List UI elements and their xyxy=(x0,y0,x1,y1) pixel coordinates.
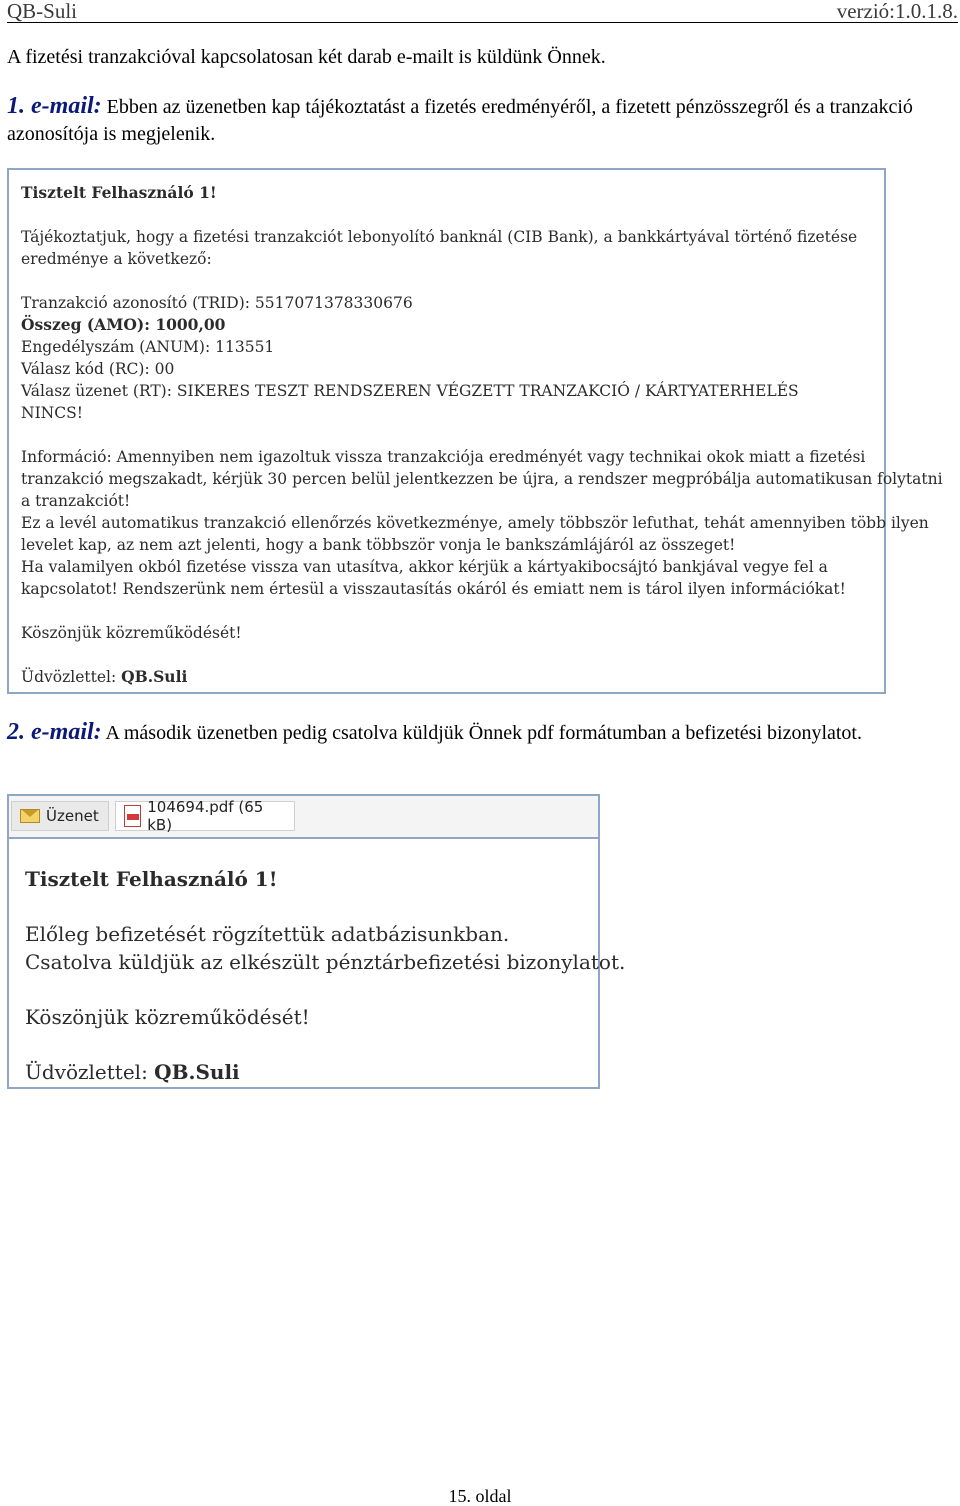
email2-line: Előleg befizetését rögzítettük adatbázisunkban. xyxy=(25,922,510,946)
response-code: Válasz kód (RC): 00 xyxy=(21,360,175,378)
version-label: verzió:1.0.1.8. xyxy=(836,0,958,23)
info-text: a tranzakciót! xyxy=(21,492,131,510)
regards-line xyxy=(25,1059,625,1087)
email1-lead: 1. e-mail: xyxy=(7,93,102,119)
email2-line: Csatolva küldjük az elkészült pénztárbefizetési bizonylatot. xyxy=(25,949,626,974)
intro-text: A fizetési tranzakcióval kapcsolatosan két darab e-mailt is küldünk Önnek. xyxy=(7,46,606,68)
page-header xyxy=(7,0,958,23)
email-tabs xyxy=(9,796,598,839)
email2-body xyxy=(25,866,625,1086)
app-name: QB-Suli xyxy=(7,0,78,23)
tab-message[interactable] xyxy=(11,801,109,831)
email1-greeting: Tisztelt Felhasználó 1! xyxy=(21,183,217,202)
email1-screenshot xyxy=(7,168,943,694)
info-text: Információ: Amennyiben nem igazoltuk vissza tranzakciója eredményét vagy technikai okok miatt a fizetési xyxy=(21,448,866,466)
regards-line xyxy=(21,666,872,688)
amount: Összeg (AMO): 1000,00 xyxy=(21,315,226,334)
email2-description xyxy=(7,719,955,747)
email1-line: eredménye a következő: xyxy=(21,250,212,268)
pdf-file-icon xyxy=(124,805,141,827)
email2-greeting: Tisztelt Felhasználó 1! xyxy=(25,867,278,891)
transaction-id: Tranzakció azonosító (TRID): 5517071378330676 xyxy=(21,294,413,312)
email2-lead: 2. e-mail: xyxy=(7,719,102,745)
response-message: NINCS! xyxy=(21,404,83,422)
tab-message-label: Üzenet xyxy=(46,807,99,825)
response-message: Válasz üzenet (RT): SIKERES TESZT RENDSZEREN VÉGZETT TRANZAKCIÓ / KÁRTYATERHELÉS xyxy=(21,382,799,400)
tab-attachment-label: 104694.pdf (65 kB) xyxy=(147,798,264,834)
refusal-text: Ha valamilyen okból fizetése vissza van utasítva, akkor kérjük a kártyakibocsájtó bankjával vegye fel a xyxy=(21,558,828,576)
page-number: 15. oldal xyxy=(448,1486,512,1506)
email2-text: A második üzenetben pedig csatolva küldjük Önnek pdf formátumban a befizetési bizonylatot. xyxy=(101,722,862,744)
tab-attachment[interactable] xyxy=(115,798,295,834)
refusal-text: kapcsolatot! Rendszerünk nem értesül a visszautasítás okáról és emiatt nem is tárol ilyen információkat! xyxy=(21,580,846,598)
email1-line: Tájékoztatjuk, hogy a fizetési tranzakciót lebonyolító banknál (CIB Bank), a bankkártyával történő fizetése xyxy=(21,228,858,246)
regards-prefix: Üdvözlettel: xyxy=(25,1059,155,1084)
thanks-text: Köszönjük közreműködését! xyxy=(21,624,242,642)
email1-text: Ebben az üzenetben kap tájékoztatást a fizetés eredményéről, a fizetett pénzösszegről és a tranzakció azonosítója is megjelenik. xyxy=(7,96,913,145)
auto-check-text: levelet kap, az nem azt jelenti, hogy a bank többször vonja le bankszámlájáról az összeget! xyxy=(21,536,736,554)
auto-check-text: Ez a levél automatikus tranzakció ellenőrzés következménye, amely többször lefuthat, tehát amennyiben több ilyen xyxy=(21,514,929,532)
email2-screenshot xyxy=(7,794,626,1089)
authorization-number: Engedélyszám (ANUM): 113551 xyxy=(21,338,275,356)
email1-description xyxy=(7,93,955,148)
regards-prefix: Üdvözlettel: xyxy=(21,668,122,686)
thanks-text: Köszönjük közreműködését! xyxy=(25,1004,310,1029)
envelope-icon xyxy=(20,809,40,823)
sender-name: QB.Suli xyxy=(121,667,188,686)
sender-name: QB.Suli xyxy=(154,1059,240,1084)
info-text: tranzakció megszakadt, kérjük 30 percen belül jelentkezzen be újra, a rendszer megpróbálja automatikusan folytatni xyxy=(21,470,943,488)
